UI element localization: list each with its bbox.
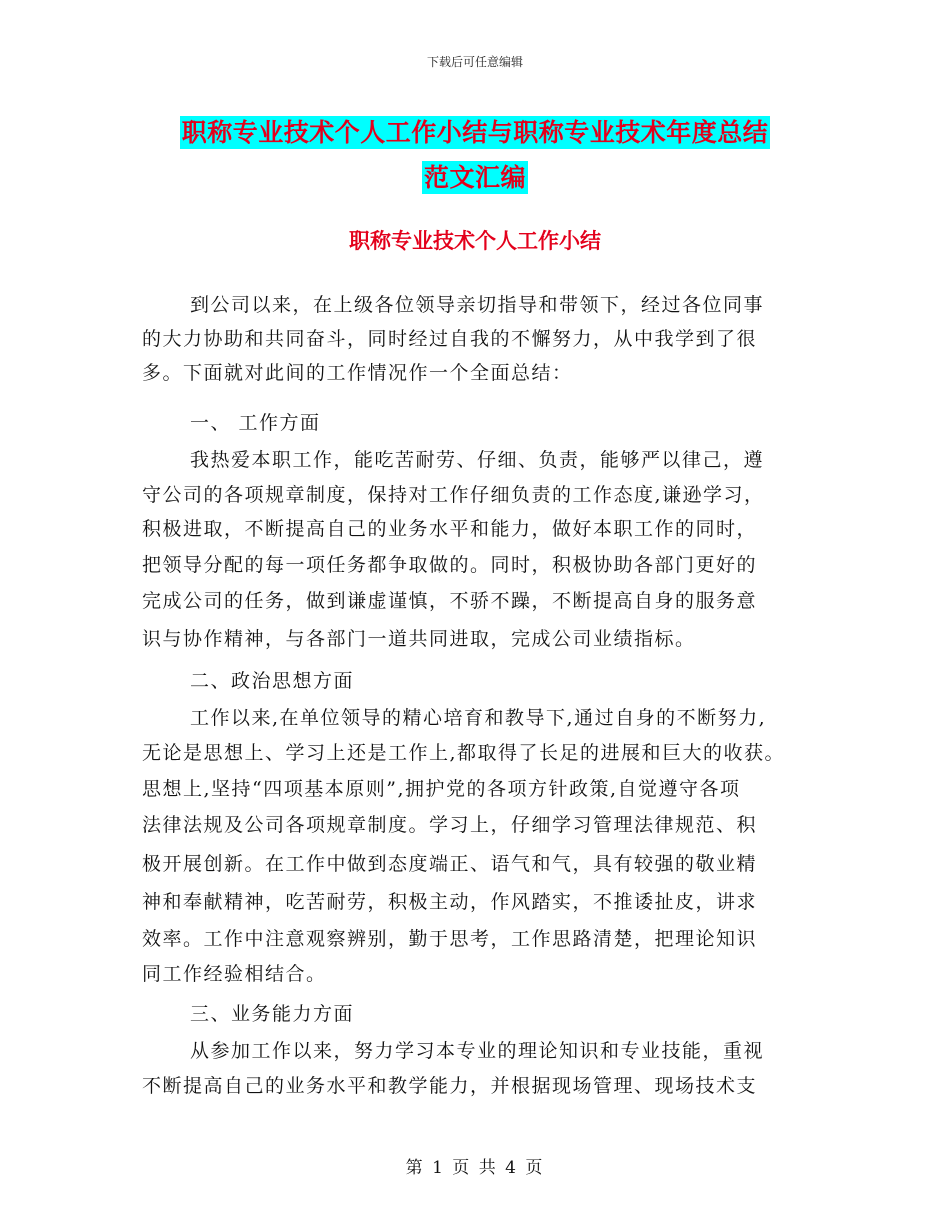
body-line: 多。下面就对此间的工作情况作一个全面总结： bbox=[142, 362, 573, 384]
section-heading: 三、业务能力方面 bbox=[190, 1003, 355, 1025]
body-line: 从参加工作以来，努力学习本专业的理论知识和专业技能，重视 bbox=[190, 1040, 765, 1062]
body-line: 效率。工作中注意观察辨别，勤于思考，工作思路清楚，把理论知识 bbox=[142, 928, 758, 950]
body-line: 把领导分配的每一项任务都争取做的。同时，积极协助各部门更好的 bbox=[142, 554, 758, 576]
body-line: 神和奉献精神，吃苦耐劳，积极主动，作风踏实，不推诿扯皮，讲求 bbox=[142, 891, 758, 913]
body-line: 积极进取，不断提高自己的业务水平和能力，做好本职工作的同时， bbox=[142, 518, 758, 540]
document-title-line-1: 职称专业技术个人工作小结与职称专业技术年度总结 bbox=[181, 118, 769, 147]
body-line: 工作以来,在单位领导的精心培育和教导下,通过自身的不断努力, bbox=[190, 707, 767, 729]
body-line: 的大力协助和共同奋斗，同时经过自我的不懈努力，从中我学到了很 bbox=[142, 328, 758, 350]
body-line: 极开展创新。在工作中做到态度端正、语气和气，具有较强的敬业精 bbox=[142, 853, 758, 875]
body-line: 思想上,坚持“四项基本原则”,拥护党的各项方针政策,自觉遵守各项 bbox=[142, 778, 741, 800]
page-number: 第 1 页 共 4 页 bbox=[405, 1158, 545, 1178]
section-heading: 二、政治思想方面 bbox=[190, 670, 355, 692]
body-line: 法律法规及公司各项规章制度。学习上，仔细学习管理法律规范、积 bbox=[142, 814, 758, 836]
section-title: 职称专业技术个人工作小结 bbox=[349, 229, 601, 253]
header-note: 下载后可任意编辑 bbox=[426, 55, 523, 69]
body-line: 不断提高自己的业务水平和教学能力，并根据现场管理、现场技术支 bbox=[142, 1075, 758, 1097]
body-line: 到公司以来，在上级各位领导亲切指导和带领下，经过各位同事 bbox=[190, 294, 765, 316]
body-line: 同工作经验相结合。 bbox=[142, 963, 327, 985]
body-line: 守公司的各项规章制度，保持对工作仔细负责的工作态度,谦逊学习， bbox=[142, 484, 765, 506]
section-heading: 一、 工作方面 bbox=[190, 412, 321, 434]
body-line: 我热爱本职工作，能吃苦耐劳、仔细、负责，能够严以律己，遵 bbox=[190, 449, 765, 471]
body-line: 识与协作精神，与各部门一道共同进取，完成公司业绩指标。 bbox=[142, 628, 696, 650]
document-title-line-2: 范文汇编 bbox=[423, 163, 526, 192]
body-line: 无论是思想上、学习上还是工作上,都取得了长足的进展和巨大的收获。 bbox=[142, 742, 786, 764]
body-line: 完成公司的任务，做到谦虚谨慎，不骄不躁，不断提高自身的服务意 bbox=[142, 590, 758, 612]
